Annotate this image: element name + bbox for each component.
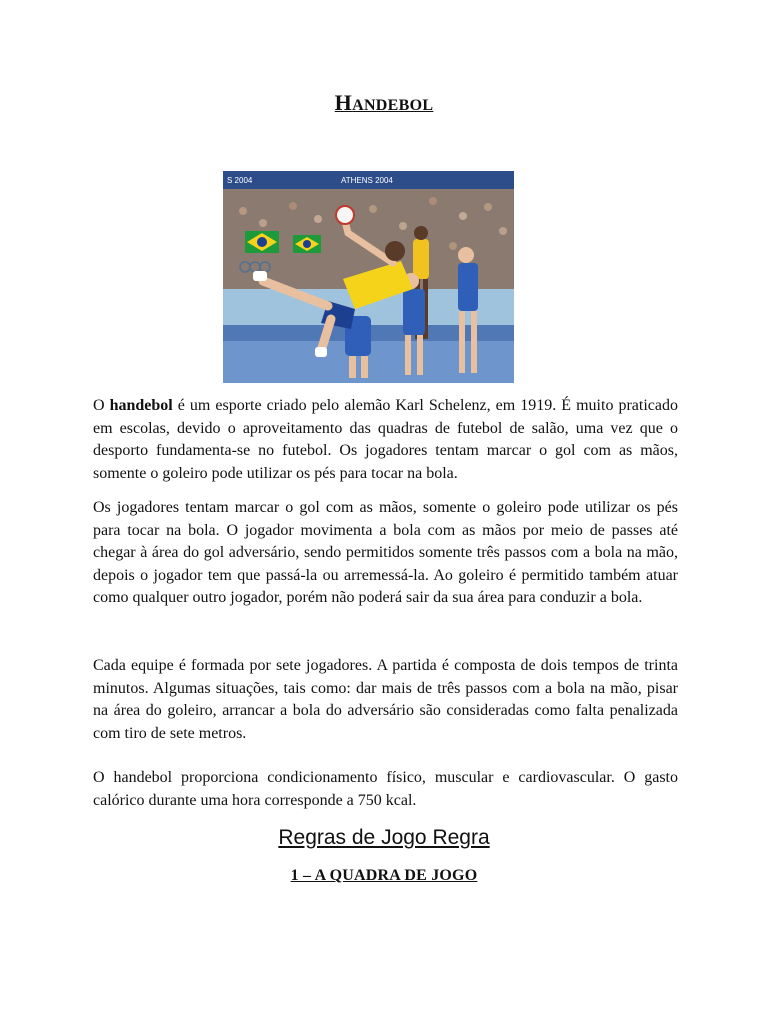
paragraph-team bbox=[93, 655, 678, 745]
paragraph-rules-play-text: Os jogadores tentam marcar o gol com as mãos, somente o goleiro pode utilizar os pés para tocar na bola. O jogador movimenta a bola com as mãos por meio de passes até chegar à área do gol adversário, sendo permitidos somente três passos com a bola na mão, depois o jogador tem que passá-la ou arremessá-la. Ao goleiro é permitido também atuar como qualquer outro jogador, porém não poderá sair da sua área para conduzir a bola. bbox=[93, 499, 678, 606]
paragraph-intro-lead: O bbox=[93, 397, 110, 414]
paragraph-rules-play bbox=[93, 497, 678, 610]
paragraph-intro bbox=[93, 395, 678, 485]
paragraph-intro-bold: handebol bbox=[109, 397, 173, 414]
title-rest: ANDEBOL bbox=[352, 97, 434, 114]
handball-photo bbox=[223, 171, 514, 383]
banner-text-right: ATHENS 2004 bbox=[341, 176, 393, 185]
rules-heading: Regras de Jogo Regra bbox=[278, 826, 490, 849]
title-initial: H bbox=[334, 90, 353, 115]
paragraph-benefits bbox=[93, 767, 678, 812]
page-title bbox=[0, 90, 768, 116]
paragraph-benefits-text: O handebol proporciona condicionamento físico, muscular e cardiovascular. O gasto calórico durante uma hora corresponde a 750 kcal. bbox=[93, 769, 678, 809]
banner-text-left: S 2004 bbox=[227, 176, 253, 185]
rules-subheading: 1 – A QUADRA DE JOGO bbox=[290, 867, 478, 884]
paragraph-team-text: Cada equipe é formada por sete jogadores. A partida é composta de dois tempos de trinta minutos. Algumas situações, tais como: dar mais de três passos com a bola na mão, pisar na área do goleiro, arrancar a bola do adversário são consideradas como falta penalizada com tiro de sete metros. bbox=[93, 657, 678, 742]
paragraph-intro-rest: é um esporte criado pelo alemão Karl Schelenz, em 1919. É muito praticado em escolas, devido o aproveitamento das quadras de futebol de salão, uma vez que o desporto fundamenta-se no futebol. Os jogadores tentam marcar o gol com as mãos, somente o goleiro pode utilizar os pés para tocar na bola. bbox=[93, 397, 678, 482]
